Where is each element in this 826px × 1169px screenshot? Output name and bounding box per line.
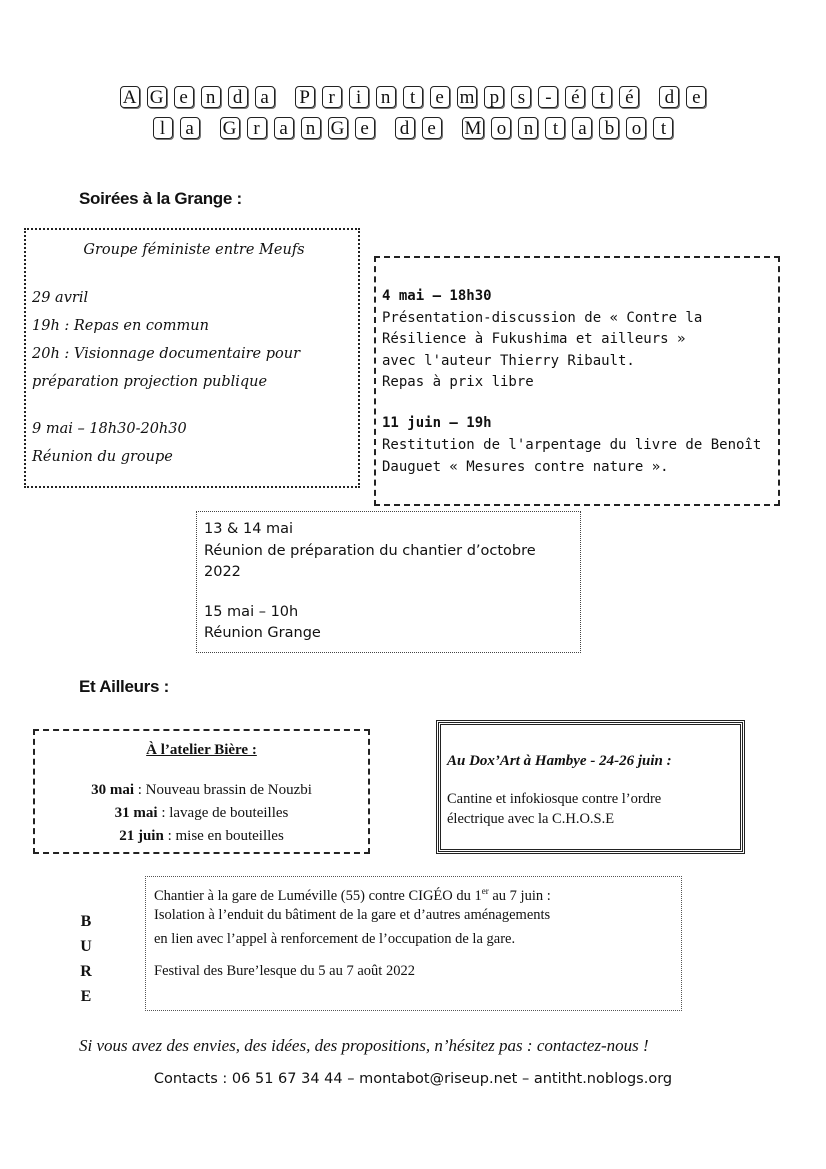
title-letter-tile: m	[457, 86, 478, 108]
chantier-line-2: 2022	[204, 564, 241, 580]
title-letter-tile: P	[295, 86, 315, 108]
title-line-1	[0, 86, 826, 108]
title-letter-tile: e	[422, 117, 442, 139]
title-letter-tile: e	[430, 86, 450, 108]
title-space	[282, 86, 288, 108]
title-letter-tile: A	[120, 86, 140, 108]
title-space	[449, 117, 455, 139]
title-letter-tile: r	[247, 117, 267, 139]
biere-row-3: 21 juin : mise en bouteilles	[119, 828, 284, 844]
doxart-line-1: Cantine et infokiosque contre l’ordre	[447, 791, 662, 807]
title-letter-tile: n	[518, 117, 538, 139]
meufs-line-2: 20h : Visionnage documentaire pour	[32, 346, 301, 362]
box-groupe-feministe	[24, 228, 360, 488]
bure-line-4: Festival des Bure’lesque du 5 au 7 août 2022	[154, 963, 415, 979]
fukushima-line-5: Restitution de l'arpentage du livre de Benoît	[382, 437, 762, 453]
fukushima-date-1: 4 mai – 18h30	[382, 288, 492, 304]
title-letter-tile: o	[491, 117, 511, 139]
bure-line-3: en lien avec l’appel à renforcement de l’occupation de la gare.	[154, 931, 516, 947]
title-letter-tile: a	[572, 117, 592, 139]
box-doxart	[436, 720, 745, 854]
title-letter-tile: o	[626, 117, 646, 139]
title-letter-tile: M	[462, 117, 485, 139]
title-letter-tile: d	[395, 117, 415, 139]
fukushima-line-6: Dauguet « Mesures contre nature ».	[382, 459, 669, 475]
bure-letter: E	[80, 988, 92, 1005]
meufs-date-1: 29 avril	[32, 290, 89, 306]
title-space	[382, 117, 388, 139]
title-letter-tile: a	[255, 86, 275, 108]
fukushima-line-1: Présentation-discussion de « Contre la	[382, 310, 703, 326]
title-letter-tile: a	[180, 117, 200, 139]
meufs-line-3: préparation projection publique	[32, 374, 268, 390]
chantier-line-3: Réunion Grange	[204, 625, 321, 641]
chantier-date-1: 13 & 14 mai	[204, 521, 294, 537]
title-line-2	[0, 117, 826, 139]
title-letter-tile: -	[538, 86, 558, 108]
title-letter-tile: a	[274, 117, 294, 139]
title-space	[646, 86, 652, 108]
title-letter-tile: p	[484, 86, 504, 108]
biere-row-1: 30 mai : Nouveau brassin de Nouzbi	[91, 782, 312, 798]
doxart-heading: Au Dox’Art à Hambye - 24-26 juin :	[447, 753, 672, 769]
footer-contacts: Contacts : 06 51 67 34 44 – montabot@riseup.net – antitht.noblogs.org	[153, 1071, 673, 1087]
meufs-date-2: 9 mai – 18h30-20h30	[32, 421, 187, 437]
box-chantier-octobre	[196, 511, 581, 653]
meufs-heading: Groupe féministe entre Meufs	[83, 242, 305, 258]
title-letter-tile: t	[653, 117, 673, 139]
meufs-line-1: 19h : Repas en commun	[32, 318, 209, 334]
bure-letter: R	[80, 963, 92, 980]
title-letter-tile: t	[545, 117, 565, 139]
section-heading-grange: Soirées à la Grange :	[79, 189, 242, 208]
title-letter-tile: é	[619, 86, 639, 108]
fukushima-line-3: avec l'auteur Thierry Ribault.	[382, 353, 635, 369]
title-letter-tile: i	[349, 86, 369, 108]
bure-line-1: Chantier à la gare de Luméville (55) contre CIGÉO du 1er au 7 juin :	[154, 886, 551, 904]
title-letter-tile: n	[301, 117, 321, 139]
title-letter-tile: G	[147, 86, 167, 108]
fukushima-line-2: Résilience à Fukushima et ailleurs »	[382, 331, 686, 347]
box-bure	[145, 876, 682, 1011]
title-letter-tile: n	[376, 86, 396, 108]
chantier-date-2: 15 mai – 10h	[204, 604, 299, 620]
box-atelier-biere	[33, 729, 370, 854]
title-letter-tile: d	[659, 86, 679, 108]
title-letter-tile: d	[228, 86, 248, 108]
title-letter-tile: e	[686, 86, 706, 108]
footer-invitation: Si vous avez des envies, des idées, des propositions, n’hésitez pas : contactez-nous !	[79, 1036, 649, 1055]
title-letter-tile: e	[355, 117, 375, 139]
title-letter-tile: G	[328, 117, 348, 139]
title-letter-tile: t	[592, 86, 612, 108]
bure-letter: B	[80, 913, 92, 930]
fukushima-date-2: 11 juin – 19h	[382, 415, 492, 431]
chantier-line-1: Réunion de préparation du chantier d’octobre	[204, 543, 536, 559]
fukushima-line-4: Repas à prix libre	[382, 374, 534, 390]
title-letter-tile: l	[153, 117, 173, 139]
title-letter-tile: b	[599, 117, 619, 139]
doxart-line-2: électrique avec la C.H.O.S.E	[447, 811, 615, 827]
title-space	[207, 117, 213, 139]
title-letter-tile: r	[322, 86, 342, 108]
bure-vertical-label	[79, 909, 93, 1009]
meufs-line-4: Réunion du groupe	[32, 449, 173, 465]
title-letter-tile: t	[403, 86, 423, 108]
title-letter-tile: n	[201, 86, 221, 108]
title-letter-tile: é	[565, 86, 585, 108]
box-fukushima	[374, 256, 780, 506]
biere-heading: À l’atelier Bière :	[146, 742, 257, 758]
bure-line-2: Isolation à l’enduit du bâtiment de la gare et d’autres aménagements	[154, 907, 551, 923]
bure-letter: U	[80, 938, 92, 955]
title-letter-tile: e	[174, 86, 194, 108]
title-letter-tile: s	[511, 86, 531, 108]
title-letter-tile: G	[220, 117, 240, 139]
section-heading-ailleurs: Et Ailleurs :	[79, 677, 169, 696]
biere-row-2: 31 mai : lavage de bouteilles	[114, 805, 289, 821]
